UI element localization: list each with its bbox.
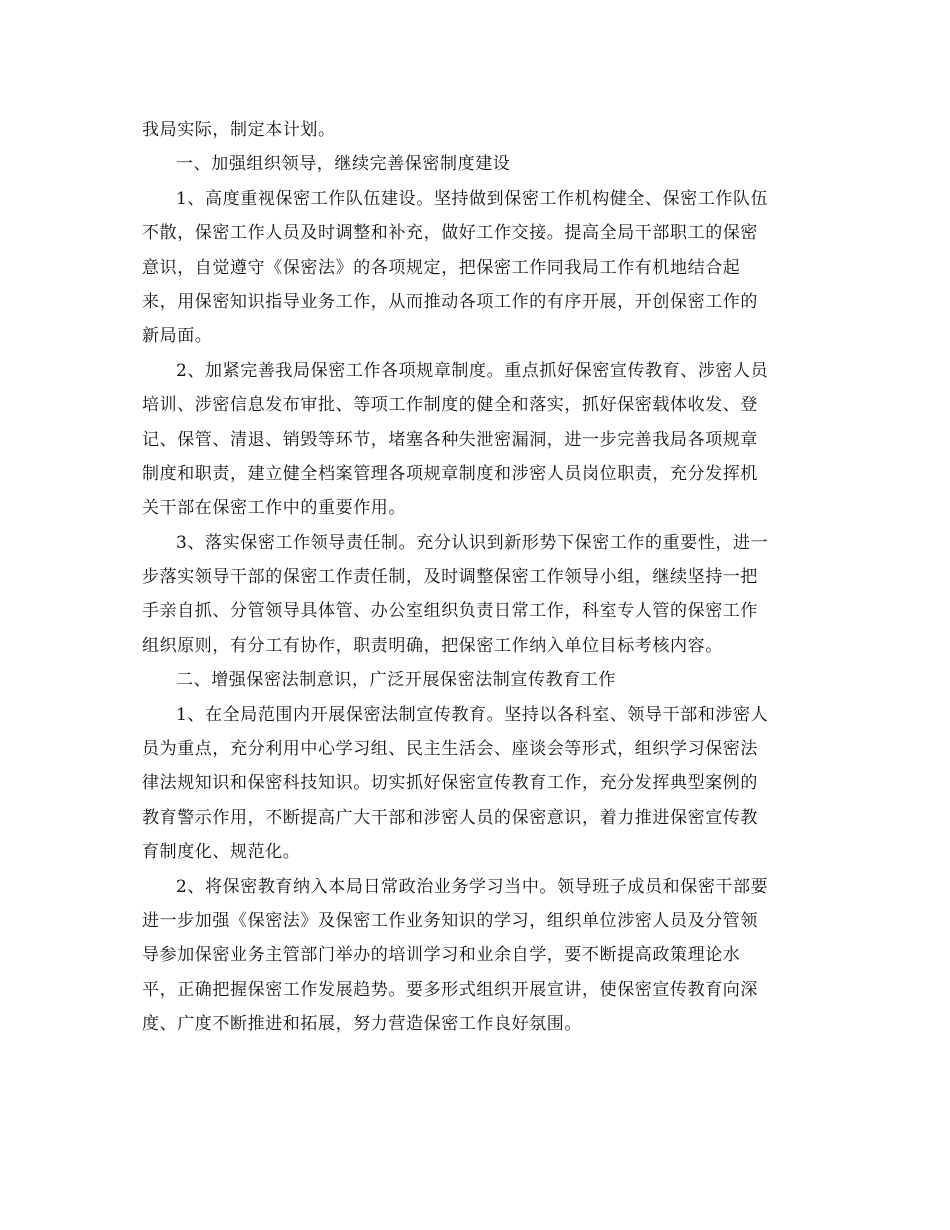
text-line: 育制度化、规范化。 [142, 842, 301, 863]
text-line: 二、增强保密法制意识，广泛开展保密法制宣传教育工作 [176, 670, 616, 691]
text-line: 不散，保密工作人员及时调整和补充，做好工作交接。提高全局干部职工的保密 [142, 223, 758, 244]
text-line: 1、高度重视保密工作队伍建设。坚持做到保密工作机构健全、保密工作队伍 [176, 188, 769, 209]
text-line: 来，用保密知识指导业务工作，从而推动各项工作的有序开展，开创保密工作的 [142, 291, 758, 312]
text-line: 制度和职责，建立健全档案管理各项规章制度和涉密人员岗位职责，充分发挥机 [142, 463, 758, 484]
text-line: 2、加紧完善我局保密工作各项规章制度。重点抓好保密宣传教育、涉密人员 [176, 360, 769, 381]
text-line: 培训、涉密信息发布审批、等项工作制度的健全和落实，抓好保密载体收发、登 [142, 395, 758, 416]
text-line: 2、将保密教育纳入本局日常政治业务学习当中。领导班子成员和保密干部要 [176, 876, 769, 897]
text-line: 一、加强组织领导，继续完善保密制度建设 [176, 154, 511, 175]
text-line: 新局面。 [142, 326, 213, 347]
text-line: 度、广度不断推进和拓展，努力营造保密工作良好氛围。 [142, 1014, 582, 1035]
text-line: 3、落实保密工作领导责任制。充分认识到新形势下保密工作的重要性，进一 [176, 532, 769, 553]
text-line: 我局实际，制定本计划。 [142, 120, 336, 140]
text-line: 律法规知识和保密科技知识。切实抓好保密宣传教育工作，充分发挥典型案例的 [142, 773, 758, 794]
text-line: 记、保管、清退、销毁等环节，堵塞各种失泄密漏洞，进一步完善我局各项规章 [142, 429, 758, 450]
text-line: 导参加保密业务主管部门举办的培训学习和业余自学，要不断提高政策理论水 [142, 945, 741, 966]
text-line: 组织原则，有分工有协作，职责明确，把保密工作纳入单位目标考核内容。 [142, 635, 723, 656]
text-line: 进一步加强《保密法》及保密工作业务知识的学习，组织单位涉密人员及分管领 [142, 910, 758, 931]
text-line: 步落实领导干部的保密工作责任制，及时调整保密工作领导小组，继续坚持一把 [142, 567, 758, 588]
text-line: 员为重点，充分利用中心学习组、民主生活会、座谈会等形式，组织学习保密法 [142, 739, 758, 760]
text-line: 关干部在保密工作中的重要作用。 [142, 498, 406, 519]
text-line: 平，正确把握保密工作发展趋势。要多形式组织开展宣讲，使保密宣传教育向深 [142, 979, 758, 1000]
text-line: 意识，自觉遵守《保密法》的各项规定，把保密工作同我局工作有机地结合起 [142, 257, 741, 278]
text-line: 1、在全局范围内开展保密法制宣传教育。坚持以各科室、领导干部和涉密人 [176, 704, 769, 725]
document-body [142, 113, 810, 1042]
text-line: 手亲自抓、分管领导具体管、办公室组织负责日常工作，科室专人管的保密工作 [142, 601, 758, 622]
text-line: 教育警示作用，不断提高广大干部和涉密人员的保密意识，着力推进保密宣传教 [142, 807, 758, 828]
